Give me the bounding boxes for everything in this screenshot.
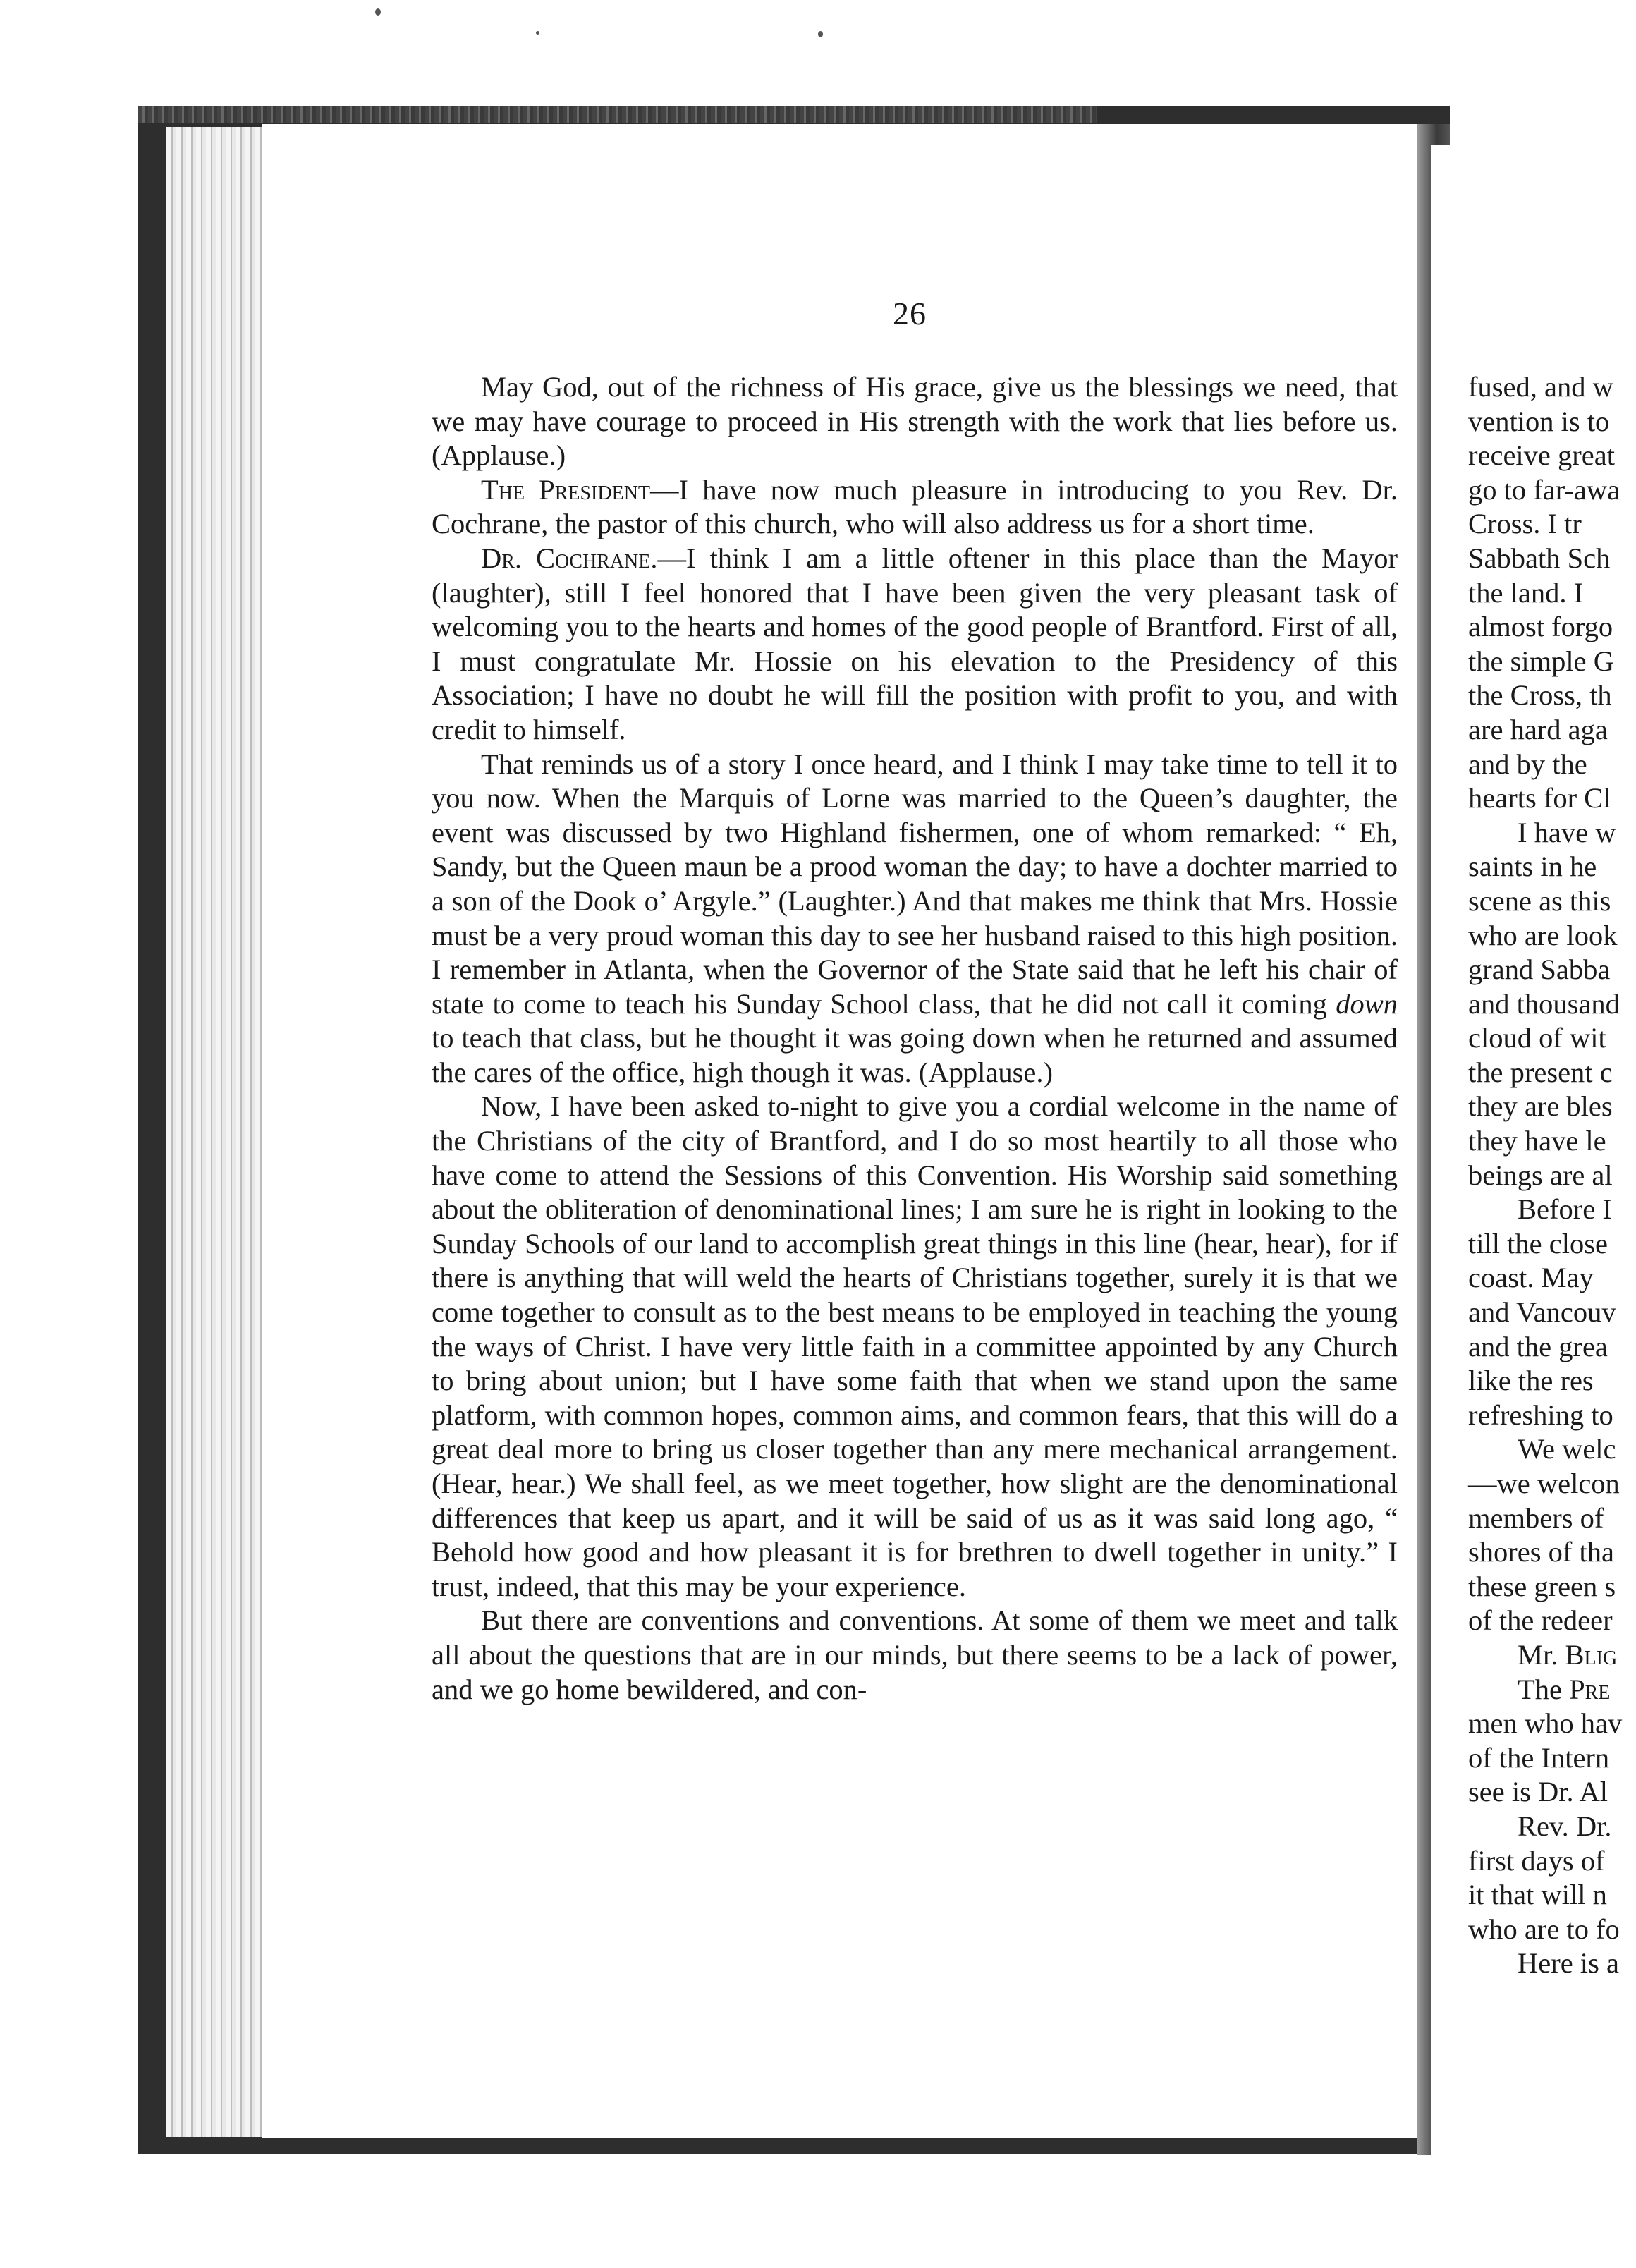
paragraph: The President—I have now much pleasure in introducing to you Rev. Dr. Cochrane, the pastor of this church, who will also address us for a short time.: [432, 473, 1398, 540]
right-page-text: [1468, 370, 1636, 1981]
speaker-name: The President: [481, 473, 651, 506]
right-page-line: like the res: [1468, 1365, 1594, 1397]
body-text: [432, 370, 1398, 1707]
right-page-line: vention is to: [1468, 405, 1610, 437]
right-page-line: coast. May: [1468, 1262, 1594, 1294]
page-number: 26: [893, 295, 927, 331]
right-page-line: beings are al: [1468, 1159, 1613, 1191]
right-page-line: fused, and w: [1468, 371, 1613, 403]
right-page-line: Sabbath Sch: [1468, 542, 1611, 574]
right-page-line: they are bles: [1468, 1090, 1613, 1123]
speaker-name: Dr. Cochrane.: [481, 542, 658, 574]
right-page-line: I have w: [1518, 816, 1616, 848]
right-page-line: it that will n: [1468, 1879, 1607, 1911]
right-page-line: Cross. I tr: [1468, 508, 1582, 540]
right-page-line: the present c: [1468, 1056, 1613, 1088]
right-page-line: these green s: [1468, 1570, 1616, 1602]
right-page-line: of the redeer: [1468, 1604, 1613, 1637]
paragraph: May God, out of the richness of His grace, give us the blessings we need, that we may have courage to proceed in His strength with the work that lies before us. (Applause.): [432, 371, 1398, 472]
right-page-line: Rev. Dr.: [1518, 1810, 1612, 1842]
right-page-line: —we welcon: [1468, 1468, 1620, 1499]
right-page-line: first days of: [1468, 1844, 1605, 1877]
right-page-line: Before I: [1518, 1193, 1612, 1226]
scan-edge-strip: [138, 106, 1097, 123]
right-page-line: who are look: [1468, 919, 1618, 951]
scan-speck: [818, 31, 823, 37]
paragraph: But there are conventions and conventions. At some of them we meet and talk all about the questions that are in our minds, but there seems to be a lack of power, and we go home bewildered, and con-: [432, 1604, 1398, 1705]
paragraph: Now, I have been asked to-night to give you a cordial welcome in the name of the Christians of the city of Brantford, and I do so most heartily to all those who have come to attend the Sessions of this Convention. His Worship said something about the obliteration of denominational lines; I am sure he is right in looking to the Sunday Schools of our land to accomplish great things in this line (hear, hear), for if there is anything that will weld the hearts of Christians together, surely it is that we come together to consult as to the best means to be employed in teaching the young the ways of Christ. I have very little faith in a committee appointed by any Church to bring about union; but I have some faith that when we stand upon the same platform, with common hopes, common aims, and common fears, that this will do a great deal more to bring us closer together than any mere mechanical arrangement. (Hear, hear.) We shall feel, as we meet together, how slight are the denominational differences that keep us apart, and it will be said of us as it was said long ago, “ Behold how good and how pleasant it is for brethren to dwell together in unity.” I trust, indeed, that this may be your experience.: [432, 1090, 1398, 1602]
right-page-line: refreshing to: [1468, 1398, 1613, 1431]
right-page-line: almost forgo: [1468, 611, 1613, 643]
right-page-line: of the Intern: [1468, 1741, 1610, 1774]
right-page-line: go to far-awa: [1468, 473, 1620, 506]
right-page-line: and the grea: [1468, 1330, 1608, 1362]
right-page-line: the land. I: [1468, 576, 1584, 609]
right-page-line: the simple G: [1468, 645, 1614, 677]
paragraph: Dr. Cochrane.—I think I am a little oftener in this place than the Mayor (laughter), still I feel honored that I have been given the very pleasant task of welcoming you to the hearts and homes of the good people of Brantford. First of all, I must congratulate Mr. Hossie on his elevation to the Presidency of this Association; I have no doubt he will fill the position with profit to you, and with credit to himself.: [432, 542, 1398, 745]
right-page-line: who are to fo: [1468, 1913, 1620, 1945]
right-page-line: and thousand: [1468, 987, 1620, 1020]
right-page-line: men who hav: [1468, 1707, 1623, 1740]
right-page-line: the Cross, th: [1468, 679, 1612, 712]
right-page-line: saints in he: [1468, 850, 1597, 883]
right-page-line: and by the: [1468, 748, 1587, 780]
right-page-line: see is Dr. Al: [1468, 1776, 1608, 1808]
stacked-page-edges: [166, 127, 272, 2137]
right-page-line: and Vancouv: [1468, 1296, 1616, 1329]
right-page-line: shores of tha: [1468, 1536, 1614, 1568]
right-page-line: The Pre: [1518, 1673, 1611, 1705]
right-page-line: they have le: [1468, 1125, 1606, 1157]
scan-speck: [375, 8, 381, 16]
right-page-line: grand Sabba: [1468, 953, 1611, 986]
right-page-line: scene as this: [1468, 884, 1611, 917]
right-page-line: hearts for Cl: [1468, 782, 1611, 815]
right-page-line: receive great: [1468, 439, 1615, 472]
right-page-line: till the close: [1468, 1227, 1608, 1260]
right-page-line: cloud of wit: [1468, 1022, 1606, 1054]
right-page-line: are hard aga: [1468, 713, 1608, 745]
right-page-line: members of: [1468, 1501, 1604, 1534]
italic-word: down: [1336, 987, 1398, 1020]
scan-speck: [536, 31, 539, 35]
right-page-line: Here is a: [1518, 1947, 1619, 1980]
right-page-line: Mr. Blig: [1518, 1638, 1618, 1671]
paragraph: That reminds us of a story I once heard, and I think I may take time to tell it to you now. When the Marquis of Lorne was married to the Queen’s daughter, the event was discussed by two Highland fishermen, one of whom remarked: “ Eh, Sandy, but the Queen maun be a prood woman the day; to have a dochter married to a son of the Dook o’ Argyle.” (Laughter.) And that makes me think that Mrs. Hossie must be a very proud woman this day to see her husband raised to this high position. I remember in Atlanta, when the Governor of the State said that he left his chair of state to come to teach his Sunday School class, that he did not call it coming down to teach that class, but he thought it was going down when he returned and assumed the cares of the office, high though it was. (Applause.): [432, 748, 1398, 1088]
right-page-line: We welc: [1518, 1433, 1616, 1465]
